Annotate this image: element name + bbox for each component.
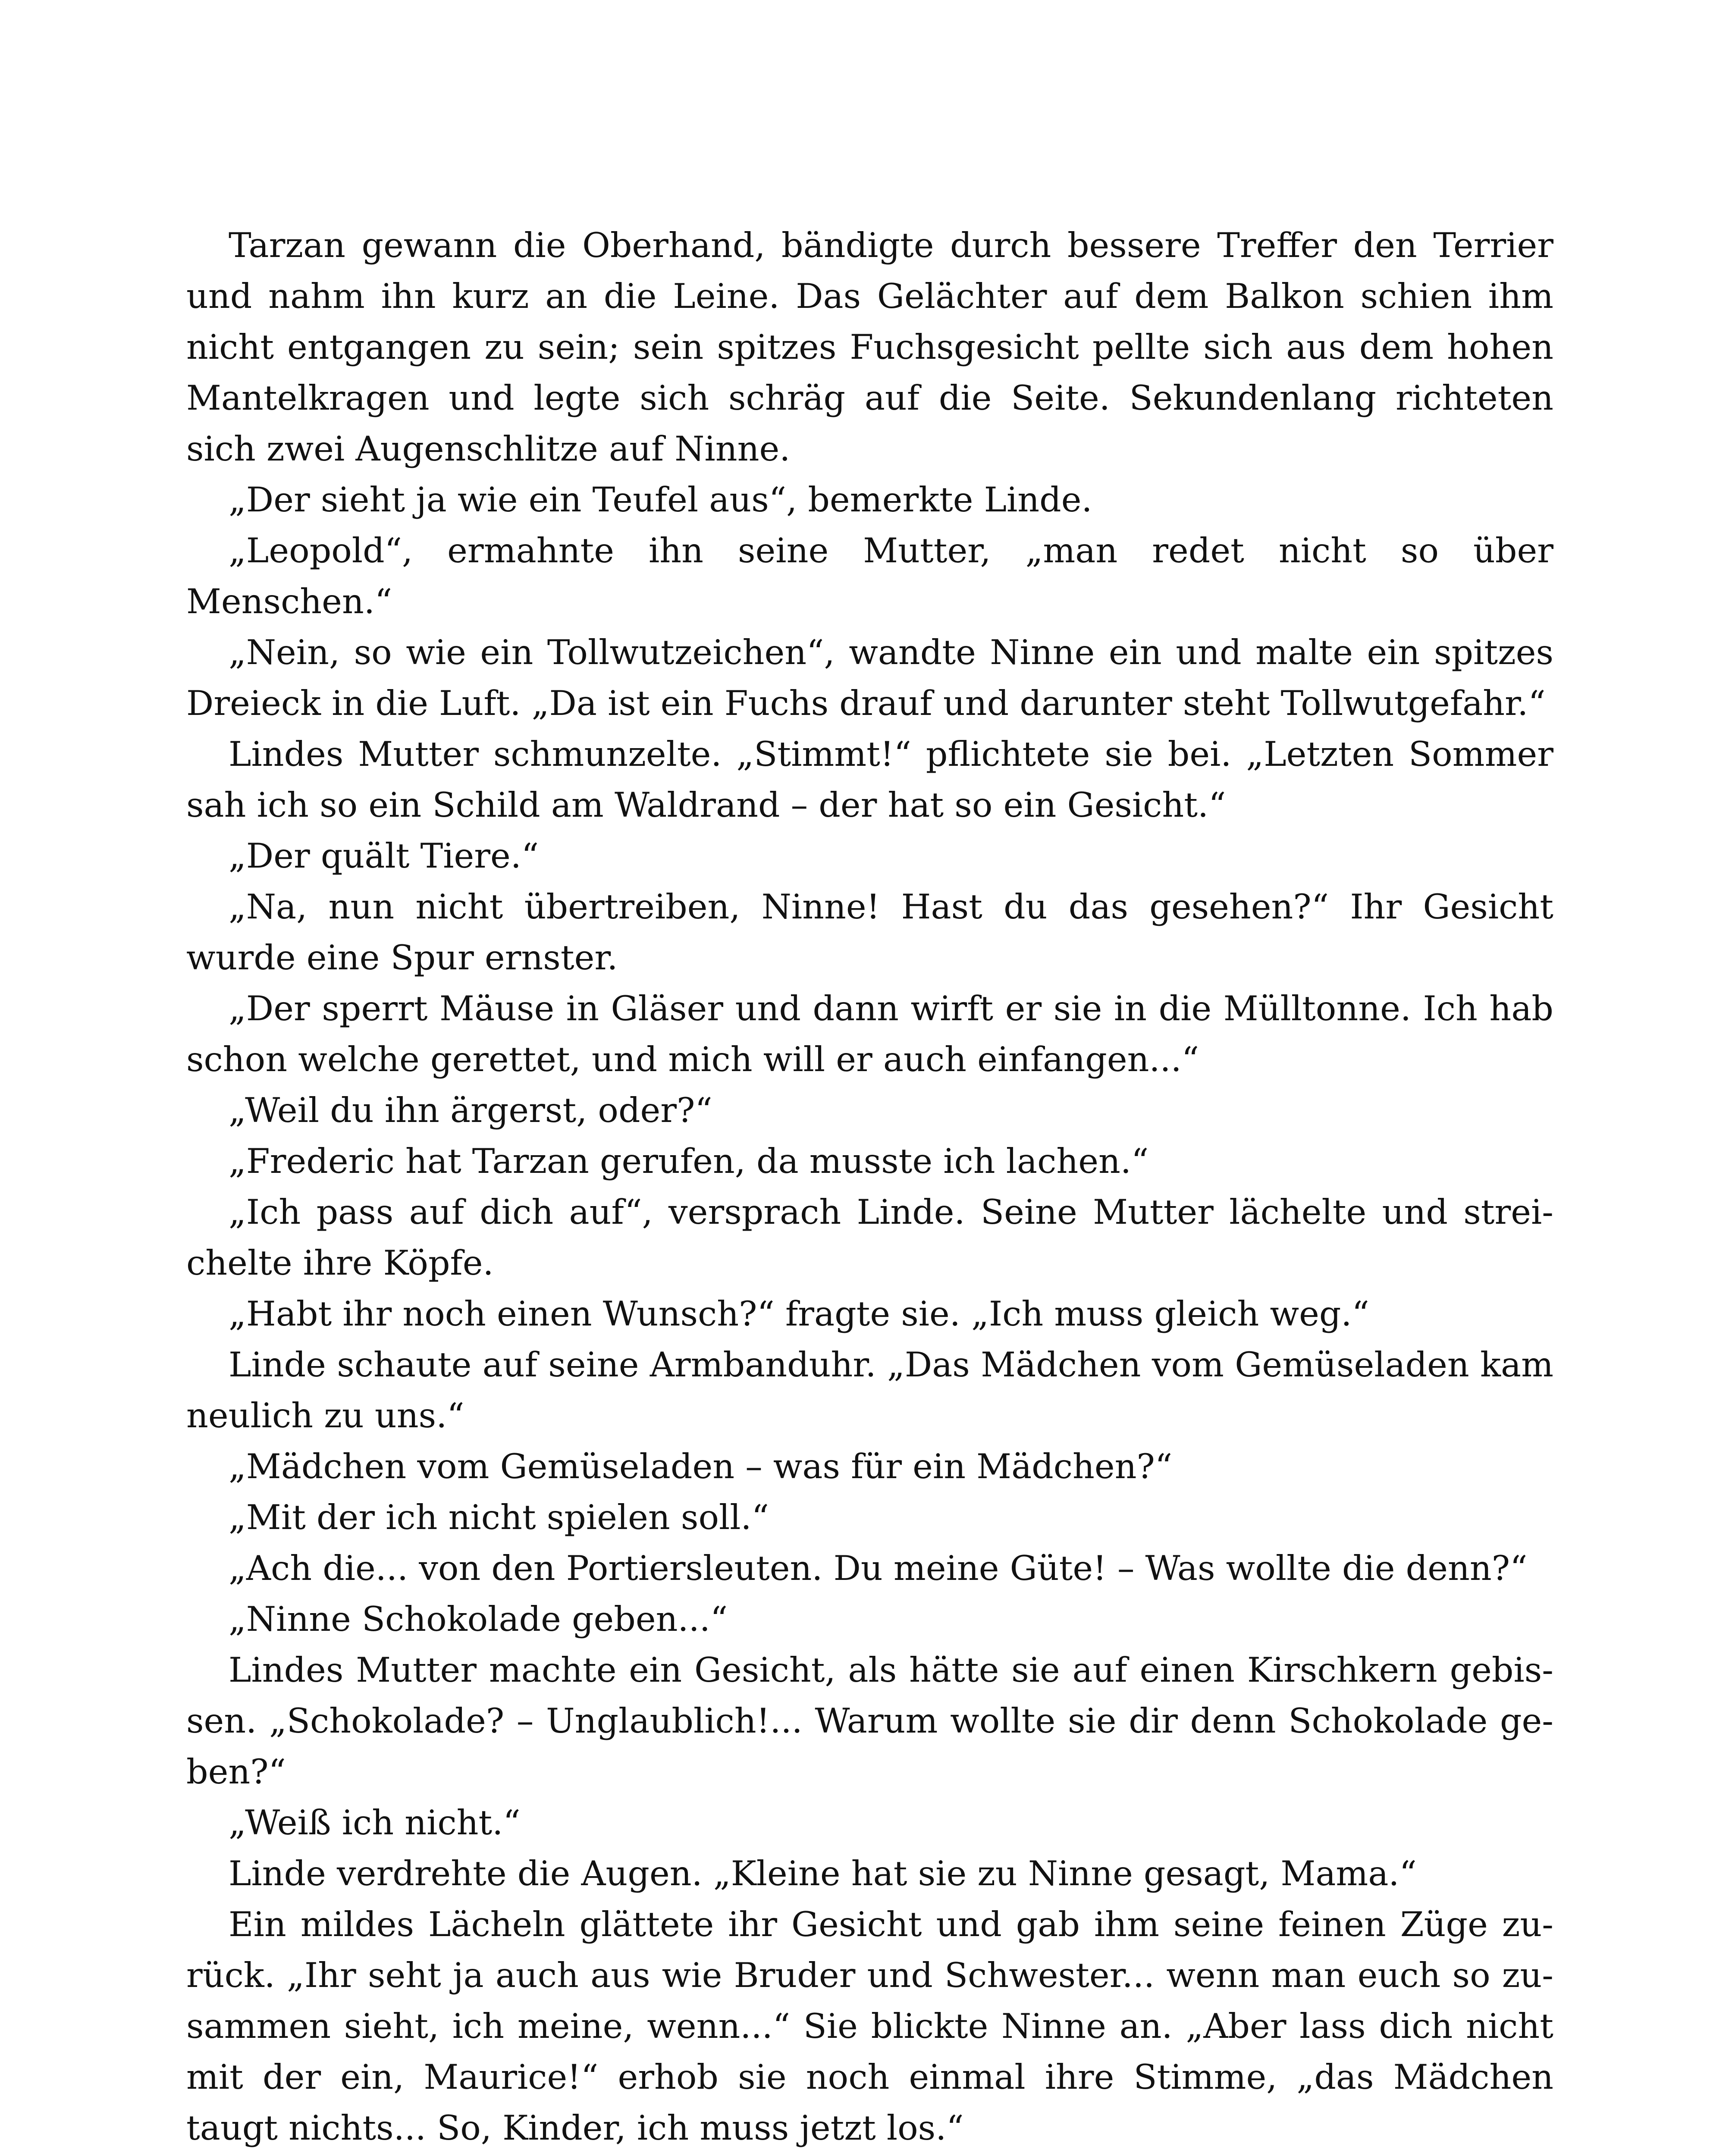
paragraph: „Weil du ihn ärgerst, oder?“ bbox=[229, 1091, 712, 1130]
paragraph: „Habt ihr noch einen Wunsch?“ fragte sie. „Ich muss gleich weg.“ bbox=[229, 1294, 1369, 1334]
paragraph: „Der quält Tiere.“ bbox=[229, 836, 539, 876]
paragraph: „Ninne Schokolade geben...“ bbox=[229, 1599, 728, 1639]
paragraph: „Leopold“, ermahnte ihn seine Mutter, „man redet nicht so über Menschen.“ bbox=[186, 531, 1553, 621]
paragraph: Linde schaute auf seine Armbanduhr. „Das Mädchen vom Gemüseladen kam neulich zu uns.“ bbox=[186, 1345, 1553, 1435]
paragraph: „Na, nun nicht übertreiben, Ninne! Hast du das gesehen?“ Ihr Gesicht wurde eine Spur ernster. bbox=[186, 887, 1553, 978]
body-text bbox=[186, 220, 1553, 2156]
paragraph: „Weiß ich nicht.“ bbox=[229, 1803, 521, 1843]
paragraph: Ein mildes Lächeln glättete ihr Gesicht und gab ihm seine feinen Züge zurück. „Ihr seht ja auch aus wie Bruder und Schwester... wenn man euch so zusammen sieht, ich meine, wenn...“ Sie blickte Ninne an. „Aber lass dich nicht mit der ein, Maurice!“ erhob sie noch einmal ihre Stimme, „das Mädchen taugt nichts... So, Kinder, ich muss jetzt los.“ bbox=[186, 1905, 1553, 2148]
paragraph: „Nein, so wie ein Tollwutzeichen“, wandte Ninne ein und malte ein spitzes Dreieck in die Luft. „Da ist ein Fuchs drauf und darunter steht Tollwutgefahr.“ bbox=[186, 633, 1553, 723]
paragraph: Lindes Mutter schmunzelte. „Stimmt!“ pflichtete sie bei. „Letzten Sommer sah ich so ein Schild am Waldrand – der hat so ein Gesicht.“ bbox=[186, 734, 1553, 825]
paragraph: „Mädchen vom Gemüseladen – was für ein Mädchen?“ bbox=[229, 1447, 1173, 1486]
paragraph: „Ich pass auf dich auf“, versprach Linde. Seine Mutter lächelte und streichelte ihre Köpfe. bbox=[186, 1192, 1553, 1283]
paragraph: „Der sieht ja wie ein Teufel aus“, bemerkte Linde. bbox=[229, 480, 1092, 520]
paragraph: Linde verdrehte die Augen. „Kleine hat sie zu Ninne gesagt, Mama.“ bbox=[229, 1854, 1417, 1893]
paragraph: „Der sperrt Mäuse in Gläser und dann wirft er sie in die Mülltonne. Ich hab schon welche gerettet, und mich will er auch einfangen...“ bbox=[186, 989, 1553, 1079]
paragraph: Tarzan gewann die Oberhand, bändigte durch bessere Treffer den Terrier und nahm ihn kurz an die Leine. Das Gelächter auf dem Balkon schien ihm nicht entgangen zu sein; sein spitzes Fuchsgesicht pellte sich aus dem hohen Mantelkragen und legte sich schräg auf die Seite. Sekundenlang richteten sich zwei Augenschlitze auf Ninne. bbox=[186, 226, 1553, 469]
paragraph: Lindes Mutter machte ein Gesicht, als hätte sie auf einen Kirschkern gebissen. „Schokolade? – Unglaublich!... Warum wollte sie dir denn Schokolade geben?“ bbox=[186, 1650, 1553, 1792]
paragraph: „Mit der ich nicht spielen soll.“ bbox=[229, 1498, 769, 1537]
paragraph: „Frederic hat Tarzan gerufen, da musste ich lachen.“ bbox=[229, 1141, 1149, 1181]
paragraph bbox=[186, 2153, 1553, 2156]
paragraph: „Ach die... von den Portiersleuten. Du meine Güte! – Was wollte die denn?“ bbox=[229, 1548, 1528, 1588]
